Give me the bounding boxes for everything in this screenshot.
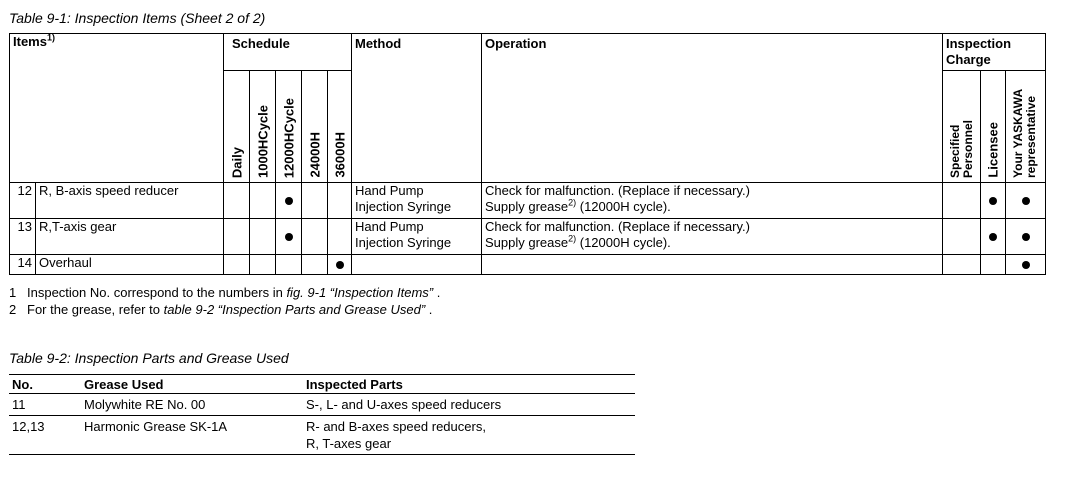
method-line: Injection Syringe [355,235,452,250]
table-row [9,394,635,416]
note-1: 1 Inspection No. correspond to the numbers in fig. 9-1 “Inspection Items” . [9,285,441,300]
charge-dot [1006,255,1046,275]
schedule-dot [328,255,352,275]
table-row [9,416,635,455]
schedule-header: Schedule [224,34,352,71]
schedule-dot [276,183,302,219]
schedule-12000h-header: 12000HCycle [276,71,302,183]
charge-dot [981,183,1006,219]
charge-yaskawa-header: Your YASKAWA representative [1006,71,1046,183]
table-row [10,255,1046,275]
operation-line: Supply grease$^{2)}$ (12000H cycle). [485,197,671,214]
inspection-charge-header: Inspection Charge [943,34,1046,71]
schedule-24000h-header: 24000H [302,71,328,183]
grease-row-parts: R- and B-axes speed reducers, R, T-axes gear [303,416,635,455]
row-method [352,219,482,255]
row-operation [482,219,943,255]
method-header: Method [352,34,482,183]
row-number: 13 [10,219,36,255]
items-header [10,34,224,183]
table-row [10,183,1046,219]
row-item: R,T-axis gear [36,219,224,255]
operation-line: Supply grease$^{2)}$ (12000H cycle). [485,233,671,250]
row-operation [482,183,943,219]
schedule-dot [276,219,302,255]
schedule-1000h-header: 1000HCycle [250,71,276,183]
method-line: Hand Pump [355,183,424,198]
operation-line: Check for malfunction. (Replace if necessary.) [485,219,750,234]
grease-no-header: No. [9,375,81,394]
table-9-2-caption: Table 9-2: Inspection Parts and Grease Used [9,350,289,366]
note-2: 2 For the grease, refer to table 9-2 “Inspection Parts and Grease Used” . [9,302,433,317]
grease-table [9,374,635,455]
table-row [10,219,1046,255]
grease-row-grease: Harmonic Grease SK-1A [81,416,303,455]
charge-licensee-header: Licensee [981,71,1006,183]
row-number: 14 [10,255,36,275]
inspected-parts-header: Inspected Parts [303,375,635,394]
row-method [352,183,482,219]
row-item: R, B-axis speed reducer [36,183,224,219]
items-header-sup: 1) [46,32,55,43]
method-line: Injection Syringe [355,199,452,214]
charge-dot [1006,183,1046,219]
table-notes [9,284,440,318]
charge-specified-personnel-header: Specified Personnel [943,71,981,183]
row-number: 12 [10,183,36,219]
table-9-1-caption: Table 9-1: Inspection Items (Sheet 2 of 2) [9,10,266,26]
grease-row-no: 12,13 [9,416,81,455]
row-item: Overhaul [36,255,224,275]
method-line: Hand Pump [355,219,424,234]
charge-dot [1006,219,1046,255]
operation-line: Check for malfunction. (Replace if necessary.) [485,183,750,198]
grease-used-header: Grease Used [81,375,303,394]
grease-row-grease: Molywhite RE No. 00 [81,394,303,416]
schedule-daily-header: Daily [224,71,250,183]
items-header-label: Items [13,34,47,49]
grease-row-parts: S-, L- and U-axes speed reducers [303,394,635,416]
inspection-items-table [9,33,1046,275]
charge-dot [981,219,1006,255]
operation-header: Operation [482,34,943,183]
schedule-36000h-header: 36000H [328,71,352,183]
grease-row-no: 11 [9,394,81,416]
